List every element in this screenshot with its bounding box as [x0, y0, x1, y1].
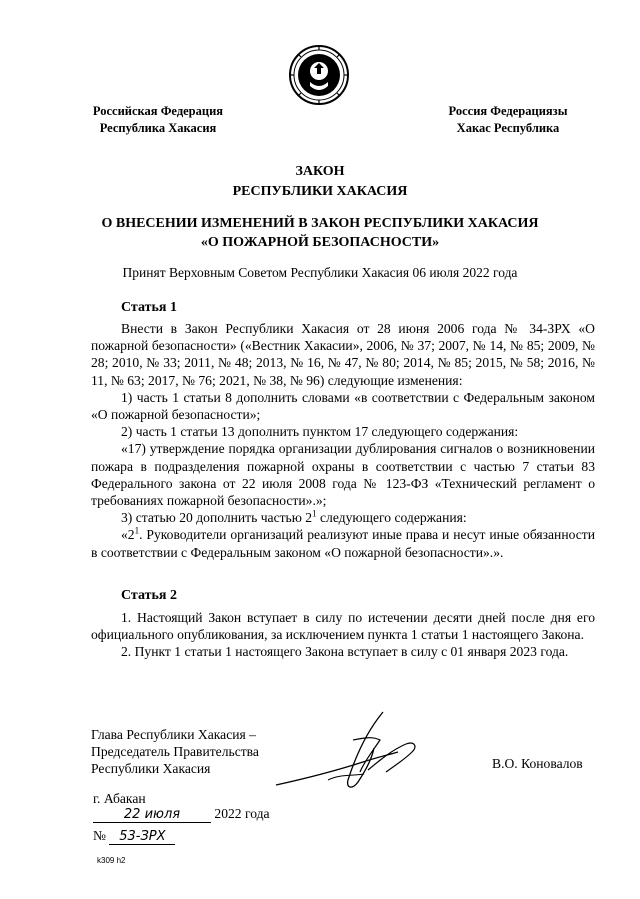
article-1-item-3-sup: 1 — [312, 508, 317, 519]
article-1-item-3 — [91, 509, 595, 526]
article-2-heading: Статья 2 — [121, 588, 177, 603]
signatory-name: В.О. Коновалов — [492, 756, 583, 771]
signatory-position-line1: Глава Республики Хакасия – — [91, 727, 256, 742]
article-1-item-1: 1) часть 1 статьи 8 дополнить словами «в соответствии с Федеральным законом «О пожарной безопасности»; — [91, 389, 595, 423]
law-number-handwritten: 53-ЗРХ — [119, 829, 166, 844]
document-title-line2: РЕСПУБЛИКИ ХАКАСИЯ — [232, 184, 408, 199]
header-left — [78, 103, 238, 137]
document-subject-line1: О ВНЕСЕНИИ ИЗМЕНЕНИЙ В ЗАКОН РЕСПУБЛИКИ ХАКАСИЯ — [101, 216, 539, 231]
document-title-line1: ЗАКОН — [295, 164, 345, 179]
law-number-prefix: № — [93, 828, 106, 843]
article-1-intro: Внести в Закон Республики Хакасия от 28 июня 2006 года № 34-ЗРХ «О пожарной безопасности» («Вестник Хакасии», 2006, № 37; 2007, № 14, № 85; 2009, № 28; 2010, № 33; 2011, № 48; 2013, № 16, № 47, № 80; 2014, № 85; 2015, № 58; 2016, № 11, № 63; 2017, № 76; 2021, № 38, № 96) следующие изменения: — [91, 321, 595, 388]
signatory-position — [91, 726, 259, 777]
article-1-item-3-prefix: 3) статью 20 дополнить частью 2 — [121, 510, 313, 526]
adoption-statement: Принят Верховным Советом Республики Хакасия 06 июля 2022 года — [122, 265, 518, 280]
header-left-line2: Республика Хакасия — [99, 121, 217, 135]
article-1-heading: Статья 1 — [121, 300, 177, 315]
document-code: k309 h2 — [97, 856, 126, 865]
date-suffix: 2022 года — [214, 806, 270, 821]
header-left-line1: Российская Федерация — [92, 104, 224, 118]
article-1-item-2: 2) часть 1 статьи 13 дополнить пунктом 17 следующего содержания: — [121, 424, 519, 440]
law-number-handwritten-field — [109, 828, 175, 845]
coat-of-arms-emblem — [288, 44, 350, 106]
law-number — [93, 828, 175, 845]
article-2-body — [91, 609, 595, 661]
article-1-item-3-text-suffix: . Руководители организаций реализуют иные права и несут иные обязанности в соответствии с Федеральным законом «О пожарной безопасности».». — [91, 527, 595, 560]
signatory-position-line3: Республики Хакасия — [91, 761, 211, 776]
place-of-signing: г. Абакан — [93, 791, 146, 806]
article-1-item-3-suffix: следующего содержания: — [316, 510, 467, 526]
signatory-position-line2: Председатель Правительства — [91, 744, 259, 759]
handwritten-signature — [268, 700, 428, 800]
article-1-item-3-text — [91, 526, 595, 560]
article-1-item-3-text-prefix: «2 — [121, 527, 135, 543]
header-right-line2: Хакас Республика — [456, 121, 560, 135]
document-title — [0, 162, 640, 202]
article-1-item-2-text: «17) утверждение порядка организации дублирования сигналов о возникновении пожара в подразделения пожарной охраны в соответствии с частью 7 статьи 83 Федерального закона от 22 июля 2008 года № 123-ФЗ «Технический регламент о требованиях пожарной безопасности».»; — [91, 441, 595, 509]
article-1-item-3-text-sup: 1 — [134, 525, 140, 536]
signing-date — [93, 806, 270, 823]
article-2-item-2: 2. Пункт 1 статьи 1 настоящего Закона вступает в силу с 01 января 2023 года. — [121, 644, 569, 660]
header-right-line1: Россия Федерациязы — [448, 104, 568, 118]
article-1-body — [91, 320, 595, 561]
header-right — [428, 103, 588, 137]
document-subject-line2: «О ПОЖАРНОЙ БЕЗОПАСНОСТИ» — [200, 234, 440, 250]
date-handwritten-field — [93, 806, 211, 823]
document-subject — [0, 215, 640, 252]
date-handwritten: 22 июля — [123, 807, 181, 822]
article-2-item-1: 1. Настоящий Закон вступает в силу по истечении десяти дней после дня его официального опубликования, за исключением пункта 1 статьи 1 настоящего Закона. — [91, 610, 595, 643]
